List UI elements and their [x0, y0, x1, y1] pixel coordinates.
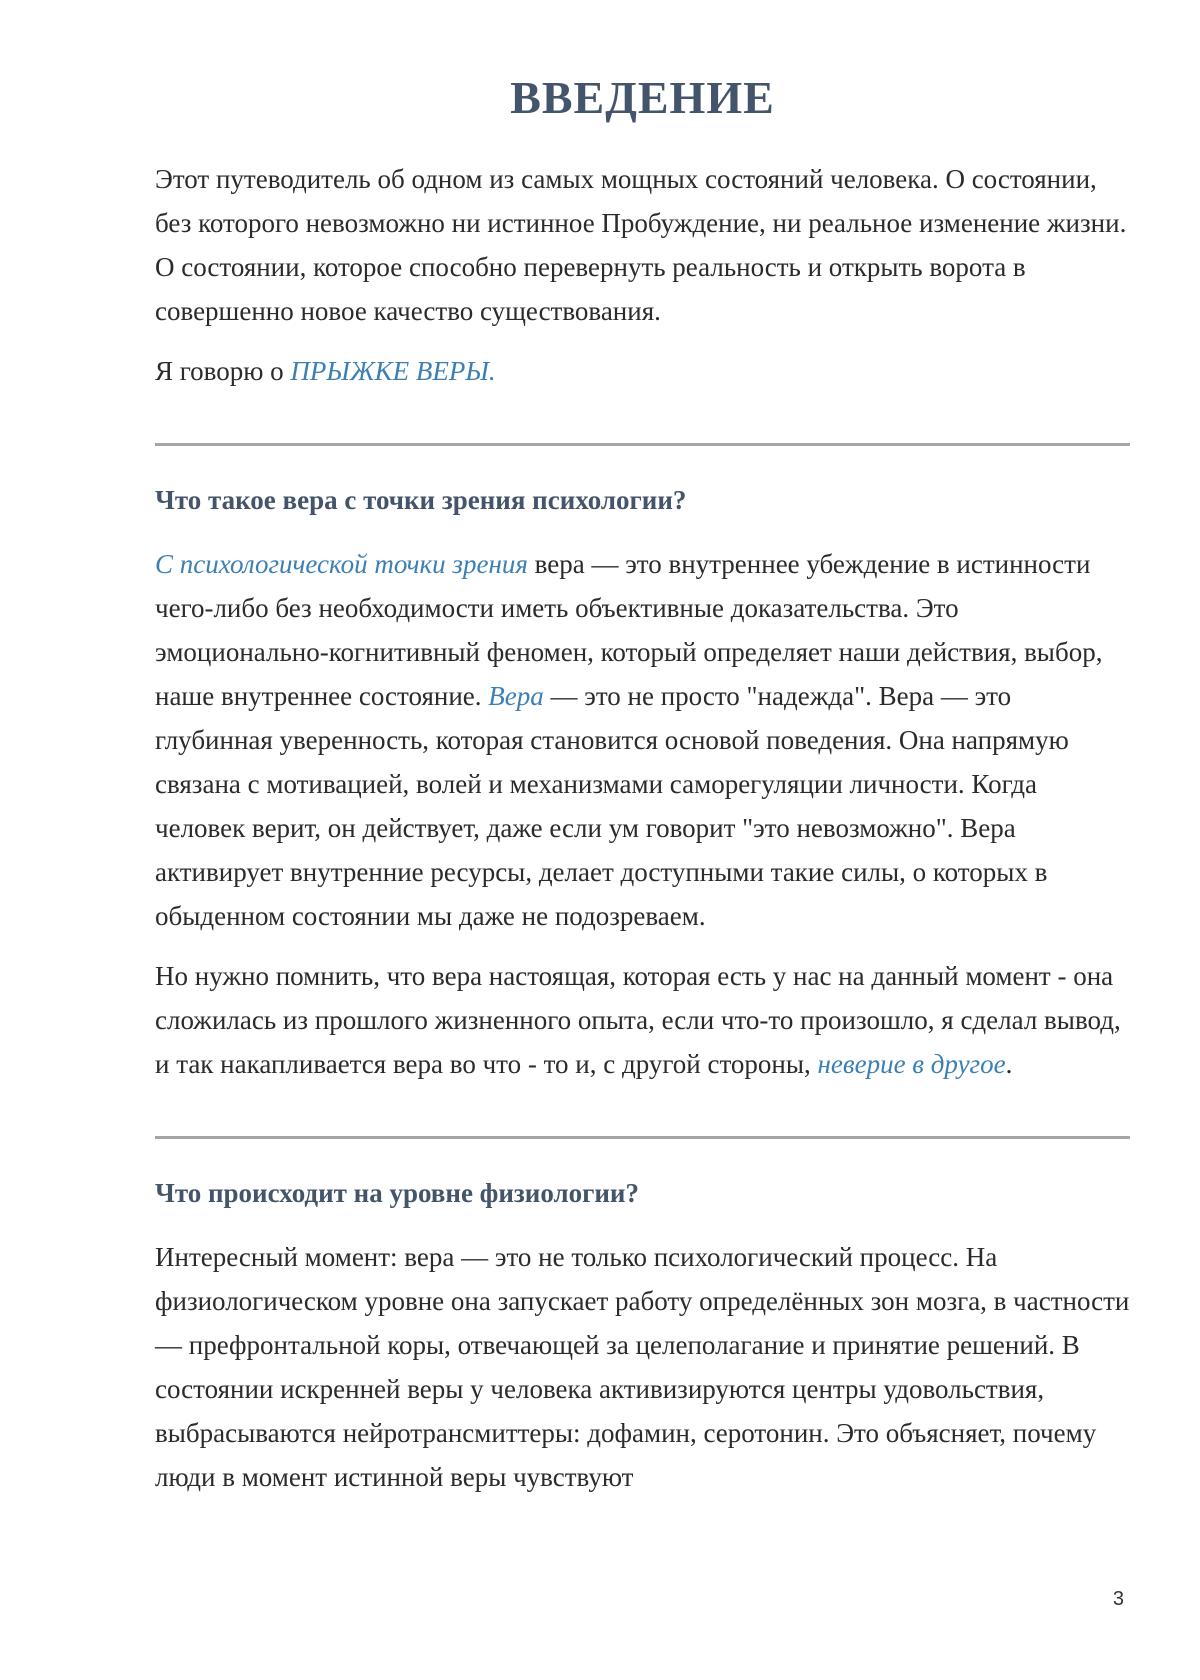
section-heading-psychology: Что такое вера с точки зрения психологии?	[155, 485, 687, 516]
leap-of-faith-emphasis: ПРЫЖКЕ ВЕРЫ.	[290, 356, 496, 387]
psychology-paragraph-1	[155, 542, 1130, 938]
faith-emphasis: Вера	[488, 681, 544, 712]
intro-text: Я говорю о	[155, 356, 291, 387]
intro-paragraph-1: Этот путеводитель об одном из самых мощных состояний человека. О состоянии, без которого невозможно ни истинное Пробуждение, ни реальное изменение жизни. О состоянии, которое способно перевернуть реальность и открыть ворота в совершенно новое качество существования.	[155, 164, 1127, 327]
psychology-text-1: вера — это внутреннее убеждение в истинности чего-либо без необходимости иметь объективные доказательства. Это эмоционально-когнитивный феномен, который определяет наши действия, выбор, наше внутреннее состояние.	[155, 549, 1103, 712]
psychology-text-end: .	[1005, 1049, 1013, 1080]
psychology-emphasis: С психологической точки зрения	[155, 549, 528, 580]
psychology-text-3: Но нужно помнить, что вера настоящая, которая есть у нас на данный момент - она сложилась из прошлого жизненного опыта, если что-то произошло, я сделал вывод, и так накапливается вера во что - то и, с другой стороны,	[155, 961, 1121, 1080]
physiology-paragraph-1: Интересный момент: вера — это не только психологический процесс. На физиологическом уровне она запускает работу определённых зон мозга, в частности — префронтальной коры, отвечающей за целеполагание и принятие решений. В состоянии искренней веры у человека активизируются центры удовольствия, выбрасываются нейротрансмиттеры: дофамин, серотонин. Это объясняет, почему люди в момент истинной веры чувствуют	[155, 1242, 1130, 1493]
section-divider-2	[155, 1136, 1130, 1139]
psychology-text-2: — это не просто "надежда". Вера — это глубинная уверенность, которая становится основой поведения. Она напрямую связана с мотивацией, волей и механизмами саморегуляции личности. Когда человек верит, он действует, даже если ум говорит "это невозможно". Вера активирует внутренние ресурсы, делает доступными такие силы, о которых в обыденном состоянии мы даже не подозреваем.	[155, 681, 1069, 932]
page-title: ВВЕДЕНИЕ	[510, 72, 775, 123]
section-divider-1	[155, 443, 1130, 446]
psychology-paragraph-2	[155, 954, 1130, 1086]
section-heading-physiology: Что происходит на уровне физиологии?	[155, 1178, 639, 1209]
disbelief-emphasis: неверие в другое	[817, 1049, 1006, 1080]
intro-paragraph-2	[155, 349, 1130, 393]
document-page	[155, 70, 1130, 1515]
page-number: 3	[1112, 1588, 1124, 1610]
